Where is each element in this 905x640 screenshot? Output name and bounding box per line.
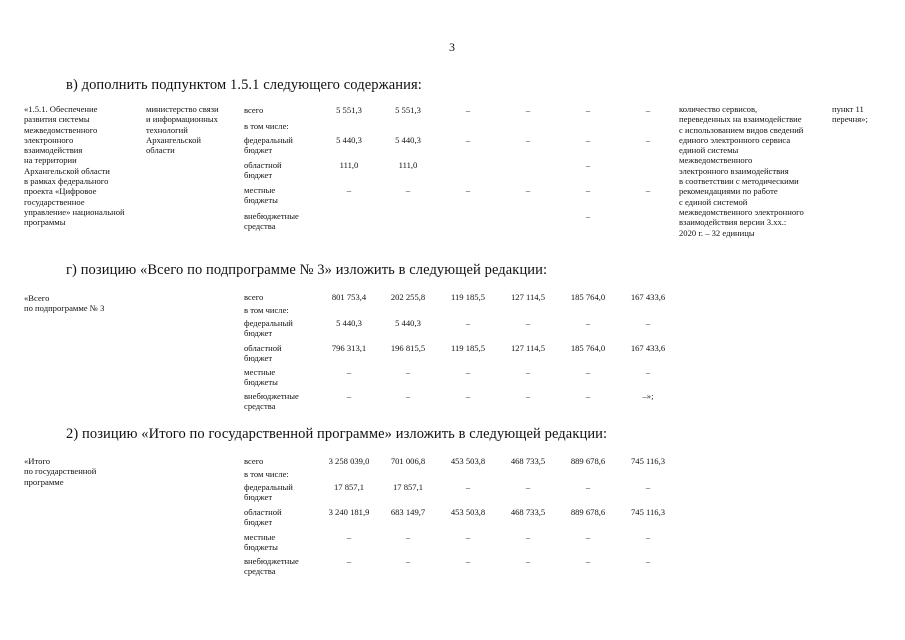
row-label: федеральный бюджет bbox=[244, 318, 293, 339]
value-cell: – bbox=[346, 532, 352, 542]
value-cell: – bbox=[346, 367, 352, 377]
value-cell: – bbox=[645, 185, 651, 195]
row-label: областной бюджет bbox=[244, 160, 282, 181]
row-label: областной бюджет bbox=[244, 507, 282, 528]
value-cell: – bbox=[585, 160, 591, 170]
value-cell: 468 733,5 bbox=[510, 456, 546, 466]
value-cell: – bbox=[585, 391, 591, 401]
section-v-reference: пункт 11 перечня»; bbox=[832, 104, 868, 125]
section-v-executor: министерство связи и информационных технологий Архангельской области bbox=[146, 104, 219, 156]
value-cell: 5 440,3 bbox=[336, 318, 362, 328]
value-cell: – bbox=[645, 532, 651, 542]
value-cell: 453 503,8 bbox=[450, 456, 486, 466]
row-label: внебюджетные средства bbox=[244, 556, 299, 577]
value-cell: – bbox=[585, 367, 591, 377]
value-cell: 745 116,3 bbox=[630, 507, 666, 517]
value-cell: – bbox=[585, 135, 591, 145]
value-cell: 3 258 039,0 bbox=[328, 456, 370, 466]
value-cell: – bbox=[346, 391, 352, 401]
value-cell: 796 313,1 bbox=[331, 343, 367, 353]
value-cell: 453 503,8 bbox=[450, 507, 486, 517]
row-label: местные бюджеты bbox=[244, 185, 278, 206]
value-cell: – bbox=[585, 211, 591, 221]
value-cell: – bbox=[465, 391, 471, 401]
value-cell: – bbox=[525, 185, 531, 195]
section-v-measure-name: «1.5.1. Обеспечение развития системы межведомственного электронного взаимодействия на территории Архангельской области в рамках федерального проекта «Цифровое государственное управление» национальной программы bbox=[24, 104, 125, 228]
value-cell: 3 240 181,9 bbox=[328, 507, 370, 517]
value-cell: – bbox=[525, 318, 531, 328]
value-cell: 889 678,6 bbox=[570, 456, 606, 466]
value-cell: 5 440,3 bbox=[336, 135, 362, 145]
value-cell: 5 440,3 bbox=[395, 318, 421, 328]
value-cell: 111,0 bbox=[398, 160, 418, 170]
value-cell: – bbox=[346, 556, 352, 566]
value-cell: – bbox=[465, 185, 471, 195]
value-cell: – bbox=[645, 367, 651, 377]
section-v-heading: в) дополнить подпунктом 1.5.1 следующего содержания: bbox=[66, 77, 422, 93]
value-cell: – bbox=[465, 105, 471, 115]
row-label: внебюджетные средства bbox=[244, 211, 299, 232]
row-label: внебюджетные средства bbox=[244, 391, 299, 412]
value-cell: 167 433,6 bbox=[630, 343, 666, 353]
value-cell: – bbox=[645, 482, 651, 492]
value-cell: –»; bbox=[642, 391, 654, 401]
value-cell: 119 185,5 bbox=[450, 292, 486, 302]
row-label: в том числе: bbox=[244, 305, 289, 315]
value-cell: – bbox=[585, 318, 591, 328]
value-cell: – bbox=[645, 556, 651, 566]
value-cell: – bbox=[585, 185, 591, 195]
value-cell: – bbox=[405, 556, 411, 566]
section-g-heading: г) позицию «Всего по подпрограмме № 3» изложить в следующей редакции: bbox=[66, 262, 548, 278]
row-label: в том числе: bbox=[244, 469, 289, 479]
section-v-indicator: количество сервисов, переведенных на взаимодействие с использованием видов сведений единого электронного сервиса единой системы межведомственного электронного взаимодействия в соответствии с методическими рекомендациями по работе с единой системой межведомственного электронного взаимодействия версии 3.хх.: 2020 г. – 32 единицы bbox=[679, 104, 804, 238]
value-cell: 202 255,8 bbox=[390, 292, 426, 302]
value-cell: 185 764,0 bbox=[570, 343, 606, 353]
value-cell: – bbox=[645, 105, 651, 115]
value-cell: 127 114,5 bbox=[510, 292, 546, 302]
section-2-position-name: «Итого по государственной программе bbox=[24, 456, 97, 487]
row-label: всего bbox=[244, 292, 264, 302]
value-cell: – bbox=[465, 532, 471, 542]
row-label: всего bbox=[244, 105, 264, 115]
value-cell: – bbox=[465, 482, 471, 492]
value-cell: 683 149,7 bbox=[390, 507, 426, 517]
section-g-position-name: «Всего по подпрограмме № 3 bbox=[24, 293, 105, 314]
value-cell: 111,0 bbox=[339, 160, 359, 170]
value-cell: 17 857,1 bbox=[392, 482, 424, 492]
value-cell: 167 433,6 bbox=[630, 292, 666, 302]
row-label: местные бюджеты bbox=[244, 532, 278, 553]
value-cell: – bbox=[465, 318, 471, 328]
row-label: всего bbox=[244, 456, 264, 466]
value-cell: – bbox=[525, 556, 531, 566]
value-cell: 185 764,0 bbox=[570, 292, 606, 302]
value-cell: – bbox=[585, 482, 591, 492]
value-cell: 745 116,3 bbox=[630, 456, 666, 466]
value-cell: – bbox=[525, 367, 531, 377]
value-cell: 889 678,6 bbox=[570, 507, 606, 517]
value-cell: – bbox=[405, 185, 411, 195]
value-cell: – bbox=[465, 556, 471, 566]
value-cell: – bbox=[405, 391, 411, 401]
value-cell: 127 114,5 bbox=[510, 343, 546, 353]
value-cell: – bbox=[405, 367, 411, 377]
value-cell: 5 440,3 bbox=[395, 135, 421, 145]
page-number: 3 bbox=[449, 40, 455, 54]
value-cell: – bbox=[525, 532, 531, 542]
value-cell: – bbox=[465, 135, 471, 145]
section-2-heading: 2) позицию «Итого по государственной программе» изложить в следующей редакции: bbox=[66, 426, 608, 442]
value-cell: 468 733,5 bbox=[510, 507, 546, 517]
value-cell: 196 815,5 bbox=[390, 343, 426, 353]
value-cell: 5 551,3 bbox=[336, 105, 362, 115]
value-cell: 5 551,3 bbox=[395, 105, 421, 115]
row-label: местные бюджеты bbox=[244, 367, 278, 388]
row-label: в том числе: bbox=[244, 121, 289, 131]
value-cell: – bbox=[585, 105, 591, 115]
value-cell: – bbox=[525, 105, 531, 115]
value-cell: 701 006,8 bbox=[390, 456, 426, 466]
value-cell: – bbox=[465, 367, 471, 377]
row-label: федеральный бюджет bbox=[244, 135, 293, 156]
value-cell: – bbox=[585, 556, 591, 566]
value-cell: – bbox=[405, 532, 411, 542]
value-cell: 17 857,1 bbox=[333, 482, 365, 492]
row-label: областной бюджет bbox=[244, 343, 282, 364]
value-cell: – bbox=[585, 532, 591, 542]
row-label: федеральный бюджет bbox=[244, 482, 293, 503]
value-cell: – bbox=[346, 185, 352, 195]
value-cell: – bbox=[645, 135, 651, 145]
value-cell: 801 753,4 bbox=[331, 292, 367, 302]
value-cell: – bbox=[525, 135, 531, 145]
value-cell: – bbox=[645, 318, 651, 328]
value-cell: – bbox=[525, 482, 531, 492]
value-cell: 119 185,5 bbox=[450, 343, 486, 353]
value-cell: – bbox=[525, 391, 531, 401]
